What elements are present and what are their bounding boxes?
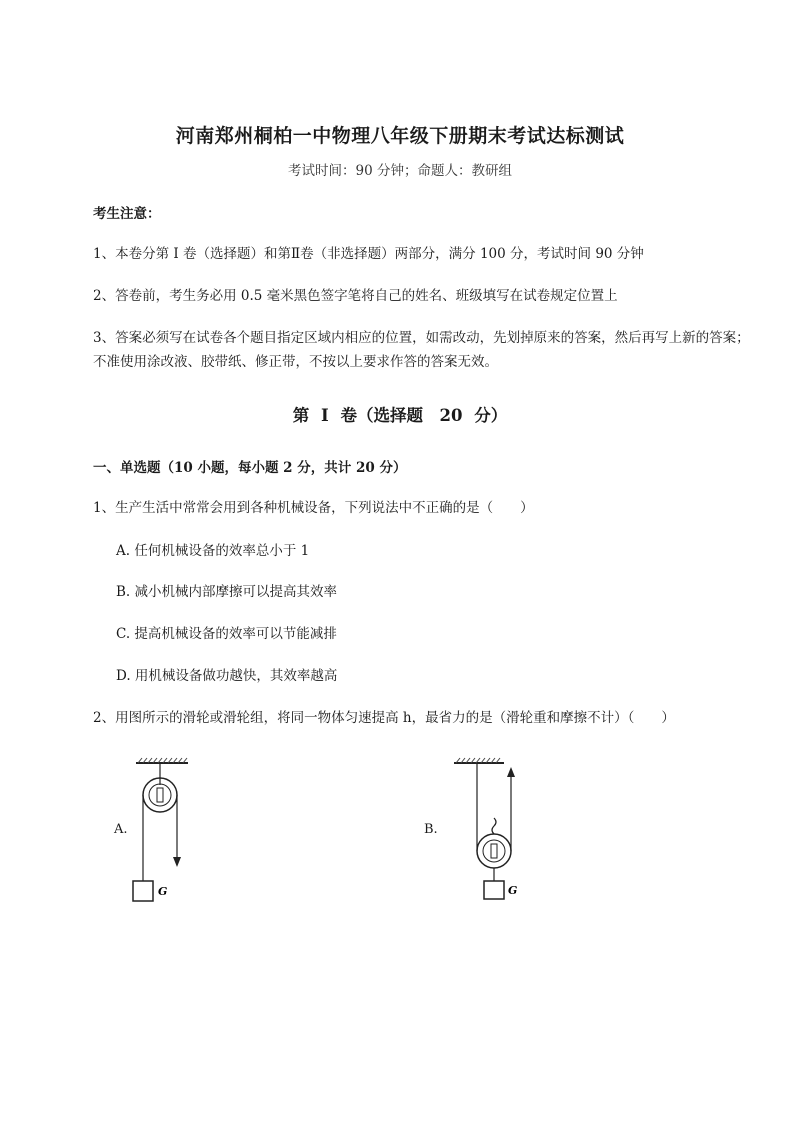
question-1-option-d: D. 用机械设备做功越快，其效率越高 xyxy=(116,668,338,684)
part-heading: 一、单选题（10 小题，每小题 2 分，共计 20 分） xyxy=(93,460,407,476)
question-1-option-a: A. 任何机械设备的效率总小于 1 xyxy=(116,543,310,559)
question-1-option-c: C. 提高机械设备的效率可以节能减排 xyxy=(116,626,337,642)
movable-pulley-figure xyxy=(452,755,532,905)
exam-title: 河南郑州桐柏一中物理八年级下册期末考试达标测试 xyxy=(175,125,625,147)
notice-heading: 考生注意： xyxy=(93,206,161,222)
section-title: 第 I 卷（选择题 20 分） xyxy=(292,406,508,425)
question-1-text: 1、生产生活中常常会用到各种机械设备，下列说法中不正确的是（ ） xyxy=(93,500,534,516)
figure-a-weight-label: G xyxy=(158,885,168,898)
question-1-option-b: B. 减小机械内部摩擦可以提高其效率 xyxy=(116,584,338,600)
question-2-text: 2、用图所示的滑轮或滑轮组，将同一物体匀速提高 h，最省力的是（滑轮重和摩擦不计）（ ） xyxy=(93,710,675,726)
figure-b-label: B. xyxy=(424,822,438,837)
exam-subtitle: 考试时间：90 分钟；命题人：教研组 xyxy=(288,163,512,179)
fixed-pulley-figure xyxy=(130,755,200,905)
notice-item-3: 3、答案必须写在试卷各个题目指定区域内相应的位置，如需改动，先划掉原来的答案，然后再写上新的答案；不准使用涂改液、胶带纸、修正带，不按以上要求作答的答案无效。 xyxy=(93,330,750,370)
figure-a-label: A. xyxy=(114,822,128,837)
figure-b-weight-label: G xyxy=(508,884,518,897)
notice-item-2: 2、答卷前，考生务必用 0.5 毫米黑色签字笔将自己的姓名、班级填写在试卷规定位置上 xyxy=(93,288,618,304)
notice-item-1: 1、本卷分第 I 卷（选择题）和第Ⅱ卷（非选择题）两部分，满分 100 分，考试时间 90 分钟 xyxy=(93,246,644,262)
